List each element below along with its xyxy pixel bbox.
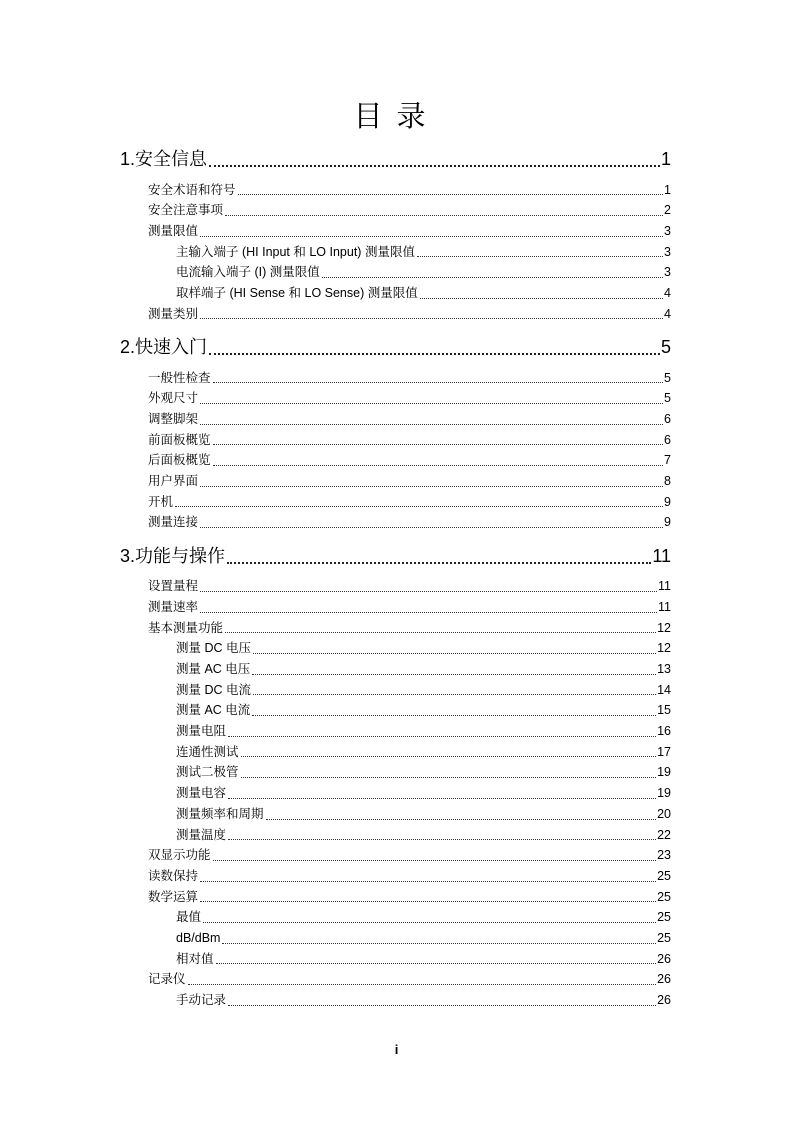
dot-leader	[200, 527, 663, 528]
toc-entry-label: 2.快速入门	[120, 337, 208, 357]
toc-entry-label: 电流输入端子 (I) 测量限值	[176, 265, 320, 280]
toc-entry[interactable]	[120, 221, 671, 242]
toc-entry[interactable]	[120, 949, 671, 970]
toc-entry[interactable]	[120, 492, 671, 513]
toc-entry-page: 11	[652, 545, 671, 566]
toc-entry-label: 最值	[176, 910, 202, 925]
dot-leader	[266, 819, 657, 820]
toc-entry[interactable]	[120, 597, 671, 618]
toc-entry-label: 开机	[148, 494, 174, 509]
toc-entry-label: 取样端子 (HI Sense 和 LO Sense) 测量限值	[176, 286, 418, 301]
toc-entry-label: 测量类别	[148, 306, 199, 321]
page-number: i	[394, 1042, 399, 1057]
toc-entry-label: 前面板概览	[148, 432, 211, 447]
toc-entry-page: 9	[664, 494, 671, 509]
toc-entry[interactable]	[120, 180, 671, 201]
toc-entry-page: 1	[664, 182, 671, 197]
toc-entry-page: 19	[657, 786, 671, 801]
toc-entry-label: 1.安全信息	[120, 149, 208, 169]
toc-entry-page: 5	[660, 337, 671, 357]
toc-entry[interactable]	[120, 845, 671, 866]
table-of-contents	[120, 144, 671, 1011]
toc-entry-label: 用户界面	[148, 474, 199, 489]
dot-leader	[216, 963, 657, 964]
toc-entry-page: 26	[657, 993, 671, 1008]
page-title: 目录	[353, 99, 440, 133]
toc-entry-label: 数学运算	[148, 889, 199, 904]
toc-entry-label: 外观尺寸	[148, 391, 199, 406]
toc-entry-page: 19	[657, 765, 671, 780]
dot-leader	[253, 653, 656, 654]
toc-entry[interactable]	[120, 430, 671, 451]
toc-entry[interactable]	[120, 700, 671, 721]
toc-entry-page: 4	[664, 286, 671, 301]
toc-entry-page: 25	[657, 930, 671, 945]
toc-entry-page: 7	[664, 453, 671, 468]
toc-entry[interactable]	[120, 618, 671, 639]
toc-entry-page: 16	[657, 724, 671, 739]
toc-entry-page: 20	[657, 806, 671, 821]
toc-entry-page: 3	[664, 244, 671, 259]
dot-leader	[241, 777, 657, 778]
toc-entry-label: 测量连接	[148, 515, 199, 530]
toc-entry[interactable]	[120, 388, 671, 409]
toc-entry-label: 测量 DC 电流	[176, 682, 252, 697]
toc-entry-label: 测量速率	[148, 599, 199, 614]
dot-leader	[200, 318, 663, 319]
toc-entry-page: 15	[657, 703, 671, 718]
toc-entry-label: 3.功能与操作	[120, 545, 226, 566]
toc-entry-label: dB/dBm	[176, 930, 221, 945]
toc-entry-page: 12	[657, 641, 671, 656]
toc-entry[interactable]	[120, 576, 671, 597]
toc-entry[interactable]	[120, 783, 671, 804]
toc-entry-page: 6	[664, 411, 671, 426]
toc-entry-label: 主输入端子 (HI Input 和 LO Input) 测量限值	[176, 244, 415, 259]
toc-entry-label: 一般性检查	[148, 370, 211, 385]
toc-entry[interactable]	[120, 242, 671, 263]
toc-entry[interactable]	[120, 262, 671, 283]
dot-leader	[253, 694, 656, 695]
toc-entry-page: 2	[664, 203, 671, 218]
toc-entry[interactable]	[120, 907, 671, 928]
toc-entry[interactable]	[120, 762, 671, 783]
toc-entry[interactable]	[120, 887, 671, 908]
dot-leader	[241, 756, 657, 757]
toc-entry[interactable]	[120, 825, 671, 846]
dot-leader	[200, 881, 656, 882]
toc-entry[interactable]	[120, 659, 671, 680]
toc-entry-page: 8	[664, 474, 671, 489]
dot-leader	[200, 612, 657, 613]
toc-entry-page: 23	[657, 848, 671, 863]
toc-entry[interactable]	[120, 866, 671, 887]
toc-entry-label: 安全术语和符号	[148, 182, 236, 197]
toc-entry-page: 1	[660, 149, 671, 169]
toc-entry-page: 13	[657, 662, 671, 677]
dot-leader	[200, 403, 663, 404]
toc-entry[interactable]	[120, 969, 671, 990]
toc-entry-label: 设置量程	[148, 579, 199, 594]
toc-entry[interactable]	[120, 928, 671, 949]
dot-leader	[213, 465, 664, 466]
toc-entry-page: 26	[657, 951, 671, 966]
toc-chapter[interactable]	[120, 332, 671, 362]
toc-entry-page: 22	[657, 827, 671, 842]
dot-leader	[225, 632, 656, 633]
toc-entry-page: 26	[657, 972, 671, 987]
toc-entry-label: 测量电容	[176, 786, 227, 801]
toc-entry-label: 后面板概览	[148, 453, 211, 468]
toc-entry-label: 测量 AC 电流	[176, 703, 251, 718]
toc-entry[interactable]	[120, 990, 671, 1011]
toc-entry[interactable]	[120, 680, 671, 701]
toc-entry[interactable]	[120, 638, 671, 659]
dot-leader	[200, 424, 663, 425]
dot-leader	[228, 1005, 656, 1006]
dot-leader	[188, 984, 657, 985]
toc-entry-page: 25	[657, 868, 671, 883]
toc-entry-page: 6	[664, 432, 671, 447]
dot-leader	[228, 798, 656, 799]
dot-leader	[213, 860, 657, 861]
dot-leader	[175, 506, 663, 507]
toc-entry-label: 调整脚架	[148, 411, 199, 426]
toc-entry[interactable]	[120, 304, 671, 325]
dot-leader	[209, 165, 660, 167]
toc-entry-label: 读数保持	[148, 868, 199, 883]
toc-entry[interactable]	[120, 721, 671, 742]
dot-leader	[213, 382, 664, 383]
toc-entry[interactable]	[120, 200, 671, 221]
toc-entry-label: 测量电阻	[176, 724, 227, 739]
toc-entry-label: 测量 AC 电压	[176, 662, 251, 677]
toc-entry[interactable]	[120, 512, 671, 533]
dot-leader	[228, 736, 656, 737]
dot-leader	[200, 486, 663, 487]
toc-entry-page: 3	[664, 223, 671, 238]
toc-entry-page: 25	[657, 910, 671, 925]
dot-leader	[209, 353, 660, 355]
toc-entry-label: 测试二极管	[176, 765, 239, 780]
toc-entry[interactable]	[120, 283, 671, 304]
toc-entry-label: 测量温度	[176, 827, 227, 842]
toc-entry[interactable]	[120, 368, 671, 389]
toc-entry-label: 连通性测试	[176, 744, 239, 759]
dot-leader	[200, 901, 656, 902]
toc-entry-label: 基本测量功能	[148, 620, 224, 635]
dot-leader	[222, 943, 656, 944]
toc-chapter[interactable]	[120, 541, 671, 571]
dot-leader	[200, 591, 657, 592]
toc-entry-label: 测量限值	[148, 223, 199, 238]
toc-entry-label: 测量 DC 电压	[176, 641, 252, 656]
toc-entry-page: 14	[657, 682, 671, 697]
toc-chapter[interactable]	[120, 144, 671, 174]
dot-leader	[252, 715, 656, 716]
toc-entry-page: 12	[657, 620, 671, 635]
dot-leader	[417, 256, 663, 257]
toc-entry[interactable]	[120, 450, 671, 471]
toc-entry-page: 17	[657, 744, 671, 759]
dot-leader	[213, 444, 664, 445]
toc-entry-label: 双显示功能	[148, 848, 211, 863]
dot-leader	[238, 194, 664, 195]
toc-entry-label: 测量频率和周期	[176, 806, 264, 821]
toc-entry-page: 3	[664, 265, 671, 280]
dot-leader	[322, 277, 663, 278]
toc-entry-page: 4	[664, 306, 671, 321]
toc-entry-label: 安全注意事项	[148, 203, 224, 218]
toc-entry-label: 手动记录	[176, 993, 227, 1008]
toc-entry-label: 记录仪	[148, 972, 186, 987]
dot-leader	[225, 215, 663, 216]
toc-entry[interactable]	[120, 742, 671, 763]
toc-entry-page: 11	[658, 579, 671, 594]
dot-leader	[252, 674, 656, 675]
toc-entry-page: 5	[664, 391, 671, 406]
toc-entry-page: 25	[657, 889, 671, 904]
toc-entry-label: 相对值	[176, 951, 214, 966]
toc-entry-page: 9	[664, 515, 671, 530]
toc-entry[interactable]	[120, 804, 671, 825]
dot-leader	[203, 922, 656, 923]
dot-leader	[420, 298, 663, 299]
toc-entry-page: 5	[664, 370, 671, 385]
dot-leader	[228, 839, 656, 840]
toc-entry-page: 11	[658, 599, 671, 614]
dot-leader	[200, 236, 663, 237]
toc-entry[interactable]	[120, 409, 671, 430]
dot-leader	[227, 562, 651, 564]
toc-entry[interactable]	[120, 471, 671, 492]
